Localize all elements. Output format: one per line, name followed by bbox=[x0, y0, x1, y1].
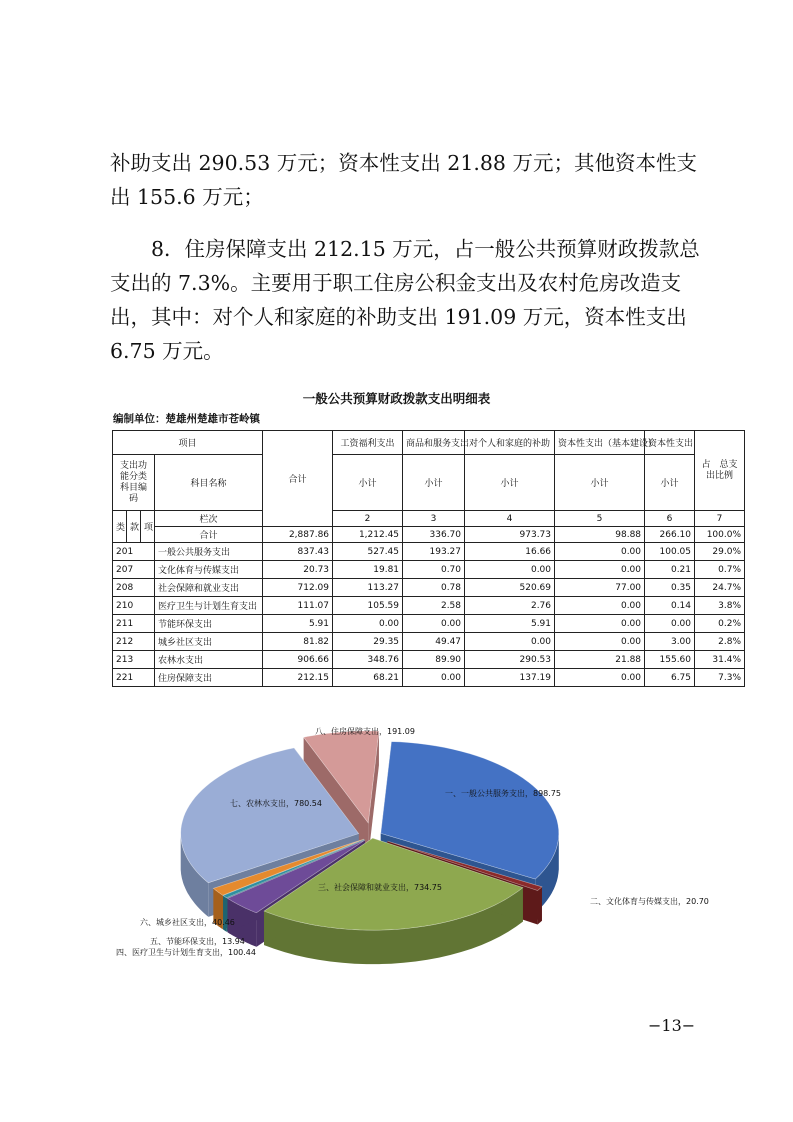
col-number: 5 bbox=[555, 511, 645, 527]
table-row bbox=[113, 579, 745, 597]
col-number: 3 bbox=[403, 511, 465, 527]
col-number: 2 bbox=[333, 511, 403, 527]
row-value: 0.00 bbox=[403, 669, 465, 687]
row-name: 文化体育与传媒支出 bbox=[155, 561, 263, 579]
row-value: 155.60 bbox=[645, 651, 695, 669]
total-value: 973.73 bbox=[465, 527, 555, 543]
row-value: 0.78 bbox=[403, 579, 465, 597]
row-value: 0.00 bbox=[555, 561, 645, 579]
row-value: 6.75 bbox=[645, 669, 695, 687]
compiling-unit: 编制单位：楚雄州楚雄市苍岭镇 bbox=[113, 413, 260, 425]
header-xiang: 项 bbox=[141, 511, 155, 543]
total-value: 100.0% bbox=[695, 527, 745, 543]
row-value: 3.00 bbox=[645, 633, 695, 651]
row-value: 113.27 bbox=[333, 579, 403, 597]
row-code: 213 bbox=[113, 651, 155, 669]
row-value: 2.58 bbox=[403, 597, 465, 615]
table-row bbox=[113, 651, 745, 669]
row-value: 290.53 bbox=[465, 651, 555, 669]
row-value: 527.45 bbox=[333, 543, 403, 561]
row-value: 29.0% bbox=[695, 543, 745, 561]
total-row-label: 合计 bbox=[155, 527, 263, 543]
row-value: 0.70 bbox=[403, 561, 465, 579]
row-value: 19.81 bbox=[333, 561, 403, 579]
row-value: 0.00 bbox=[333, 615, 403, 633]
row-value: 837.43 bbox=[263, 543, 333, 561]
row-value: 193.27 bbox=[403, 543, 465, 561]
header-capital: 资本性支出（基本建设） bbox=[555, 431, 645, 455]
row-value: 89.90 bbox=[403, 651, 465, 669]
row-value: 2.76 bbox=[465, 597, 555, 615]
row-value: 7.3% bbox=[695, 669, 745, 687]
total-value: 336.70 bbox=[403, 527, 465, 543]
row-value: 5.91 bbox=[263, 615, 333, 633]
header-subtotal: 小计 bbox=[333, 455, 403, 511]
row-code: 212 bbox=[113, 633, 155, 651]
row-value: 111.07 bbox=[263, 597, 333, 615]
header-item: 项目 bbox=[113, 431, 263, 455]
header-subtotal: 小计 bbox=[555, 455, 645, 511]
row-name: 农林水支出 bbox=[155, 651, 263, 669]
row-name: 节能环保支出 bbox=[155, 615, 263, 633]
header-personal: 对个人和家庭的补助 bbox=[465, 431, 555, 455]
row-code: 208 bbox=[113, 579, 155, 597]
row-value: 3.8% bbox=[695, 597, 745, 615]
row-value: 81.82 bbox=[263, 633, 333, 651]
pie-slice-label: 八、住房保障支出，191.09 bbox=[315, 727, 415, 736]
header-subtotal: 小计 bbox=[465, 455, 555, 511]
pie-slice-label: 七、农林水支出，780.54 bbox=[230, 799, 322, 808]
row-value: 906.66 bbox=[263, 651, 333, 669]
expenditure-table bbox=[112, 430, 745, 687]
header-goods: 商品和服务支出 bbox=[403, 431, 465, 455]
table-body bbox=[113, 543, 745, 687]
paragraph-continued: 补助支出 290.53 万元；资本性支出 21.88 万元；其他资本性支出 155.6 万元； bbox=[110, 151, 697, 209]
header-subtotal: 小计 bbox=[645, 455, 695, 511]
row-value: 0.00 bbox=[465, 633, 555, 651]
row-value: 0.2% bbox=[695, 615, 745, 633]
pie-slice-label: 一、一般公共服务支出，898.75 bbox=[445, 789, 561, 798]
page-number: −13− bbox=[648, 1016, 696, 1035]
table-row bbox=[113, 633, 745, 651]
header-ratio: 占 总支出比例 bbox=[695, 431, 745, 511]
table-row bbox=[113, 561, 745, 579]
row-value: 2.8% bbox=[695, 633, 745, 651]
header-kuan: 款 bbox=[127, 511, 141, 543]
row-value: 49.47 bbox=[403, 633, 465, 651]
row-value: 105.59 bbox=[333, 597, 403, 615]
row-code: 207 bbox=[113, 561, 155, 579]
row-value: 0.00 bbox=[555, 615, 645, 633]
row-value: 16.66 bbox=[465, 543, 555, 561]
table-row bbox=[113, 669, 745, 687]
pie-slice-label: 三、社会保障和就业支出，734.75 bbox=[318, 883, 442, 892]
row-value: 0.00 bbox=[555, 669, 645, 687]
row-value: 520.69 bbox=[465, 579, 555, 597]
row-value: 100.05 bbox=[645, 543, 695, 561]
total-value: 1,212.45 bbox=[333, 527, 403, 543]
row-name: 一般公共服务支出 bbox=[155, 543, 263, 561]
row-name: 城乡社区支出 bbox=[155, 633, 263, 651]
row-code: 221 bbox=[113, 669, 155, 687]
pie-chart bbox=[110, 718, 709, 968]
row-value: 21.88 bbox=[555, 651, 645, 669]
header-wage: 工资福利支出 bbox=[333, 431, 403, 455]
row-value: 68.21 bbox=[333, 669, 403, 687]
row-value: 5.91 bbox=[465, 615, 555, 633]
row-value: 31.4% bbox=[695, 651, 745, 669]
row-value: 0.00 bbox=[645, 615, 695, 633]
header-col-no: 栏次 bbox=[155, 511, 263, 527]
header-code: 支出功能分类科目编码 bbox=[113, 455, 155, 511]
row-value: 137.19 bbox=[465, 669, 555, 687]
table-row bbox=[113, 597, 745, 615]
total-value: 2,887.86 bbox=[263, 527, 333, 543]
header-subtotal: 小计 bbox=[403, 455, 465, 511]
row-code: 210 bbox=[113, 597, 155, 615]
pie-chart-svg bbox=[110, 718, 709, 968]
row-value: 0.00 bbox=[555, 633, 645, 651]
table-row bbox=[113, 543, 745, 561]
row-value: 24.7% bbox=[695, 579, 745, 597]
table-title: 一般公共预算财政拨款支出明细表 bbox=[302, 391, 491, 406]
total-value: 266.10 bbox=[645, 527, 695, 543]
row-value: 0.00 bbox=[465, 561, 555, 579]
col-number: 4 bbox=[465, 511, 555, 527]
row-value: 712.09 bbox=[263, 579, 333, 597]
col-number: 7 bbox=[695, 511, 745, 527]
row-value: 212.15 bbox=[263, 669, 333, 687]
row-value: 20.73 bbox=[263, 561, 333, 579]
row-value: 0.00 bbox=[403, 615, 465, 633]
row-name: 住房保障支出 bbox=[155, 669, 263, 687]
row-value: 348.76 bbox=[333, 651, 403, 669]
row-name: 医疗卫生与计划生育支出 bbox=[155, 597, 263, 615]
pie-slice-label: 五、节能环保支出，13.94 bbox=[150, 937, 245, 946]
row-value: 0.00 bbox=[555, 597, 645, 615]
row-value: 0.35 bbox=[645, 579, 695, 597]
header-capital2: 资本性支出 bbox=[645, 431, 695, 455]
row-value: 0.00 bbox=[555, 543, 645, 561]
row-value: 0.14 bbox=[645, 597, 695, 615]
row-value: 29.35 bbox=[333, 633, 403, 651]
row-value: 0.7% bbox=[695, 561, 745, 579]
paragraph-housing: 8．住房保障支出 212.15 万元，占一般公共预算财政拨款总支出的 7.3%。主要用于职工住房公积金支出及农村危房改造支出，其中：对个人和家庭的补助支出 191.09 万元，资本性支出 6.75 万元。 bbox=[110, 237, 700, 363]
header-lei: 类 bbox=[113, 511, 127, 543]
row-code: 211 bbox=[113, 615, 155, 633]
table-row bbox=[113, 615, 745, 633]
row-value: 0.21 bbox=[645, 561, 695, 579]
row-value: 77.00 bbox=[555, 579, 645, 597]
total-value: 98.88 bbox=[555, 527, 645, 543]
row-name: 社会保障和就业支出 bbox=[155, 579, 263, 597]
pie-slice-label: 六、城乡社区支出，40.46 bbox=[140, 918, 235, 927]
pie-slice-label: 二、文化体育与传媒支出，20.70 bbox=[590, 897, 709, 906]
col-number: 6 bbox=[645, 511, 695, 527]
header-total: 合计 bbox=[263, 431, 333, 527]
header-name: 科目名称 bbox=[155, 455, 263, 511]
pie-slice-label: 四、医疗卫生与计划生育支出，100.44 bbox=[116, 948, 256, 957]
row-code: 201 bbox=[113, 543, 155, 561]
